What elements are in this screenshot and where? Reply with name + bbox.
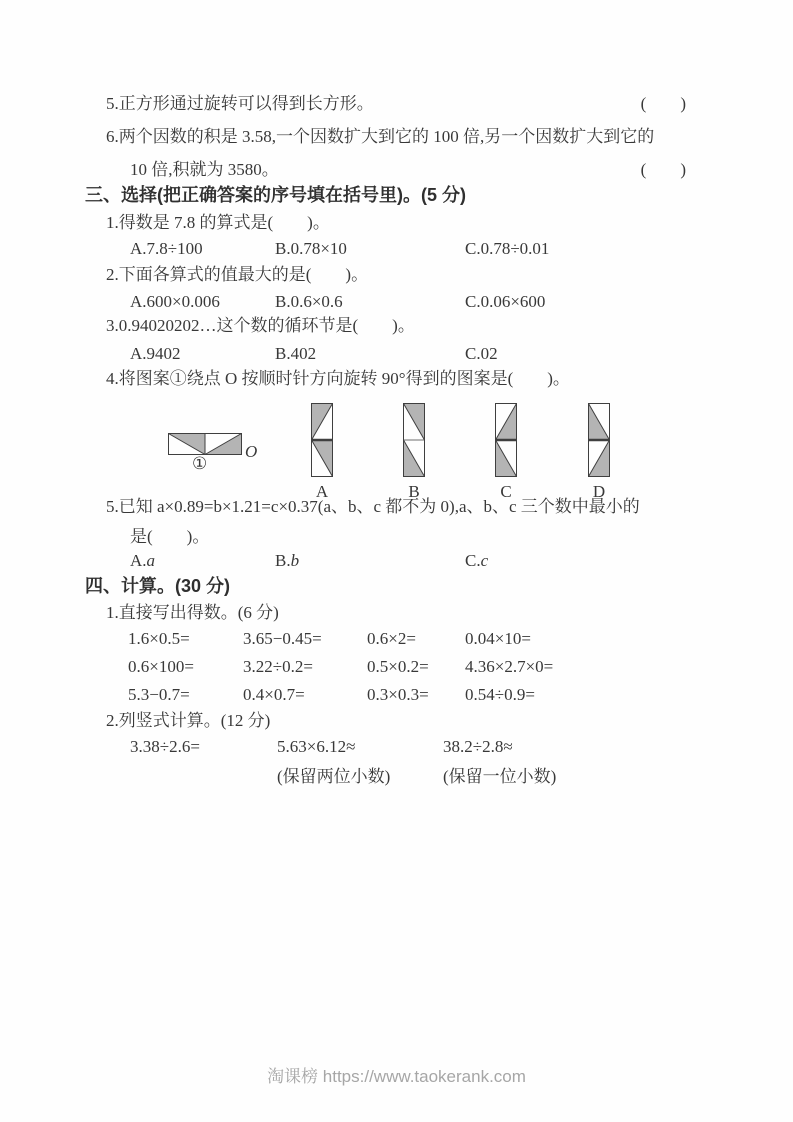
figure-option-d-shape-icon [588,403,610,477]
choice-q2-options [130,293,753,310]
choice-q5-option-a-var: a [146,551,156,570]
calc-expr: 1.6×0.5= [128,629,190,648]
figure-option-d [588,403,610,500]
figure-point-o-label: O [245,442,258,461]
figure-original [168,433,258,473]
judge-item-5-answer-bracket: ( ) [640,94,686,113]
choice-q2-option-a: A.600×0.006 [130,292,220,311]
section-calc-title: 四、计算。(30 分) [85,576,231,596]
figure-option-c [495,403,517,500]
calc-expr: 0.54÷0.9= [465,685,535,704]
calc-expr: 0.3×0.3= [367,685,429,704]
section-choice-title: 三、选择(把正确答案的序号填在括号里)。(5 分) [85,185,466,205]
judge-item-5 [0,95,793,112]
figure-option-c-shape-icon [495,403,517,477]
calc-vertical-item-3 [443,738,753,785]
choice-q3-options [130,345,753,362]
figure-original-shape-icon [168,433,242,455]
choice-q2-stem: 2.下面各算式的值最大的是( )。 [106,265,369,284]
calc-expr: 3.65−0.45= [243,629,322,648]
footer-watermark: 淘课榜 https://www.taokerank.com [267,1067,526,1086]
figure-option-a [311,403,333,500]
figure-circle-1-label: ① [192,454,208,473]
calc-vertical-expr: 38.2÷2.8≈ [443,737,513,756]
calc-direct-grid [128,630,753,703]
figure-option-d-label: D [592,482,606,501]
calc-vertical-expr: 3.38÷2.6= [130,737,200,756]
choice-q4-figure-row [0,393,793,501]
choice-q1-options [130,240,753,257]
choice-q4-stem: 4.将图案①绕点 O 按顺时针方向旋转 90°得到的图案是( )。 [106,369,570,388]
choice-q3-stem: 3.0.94020202…这个数的循环节是( )。 [106,316,415,335]
calc-expr: 3.22÷0.2= [243,657,313,676]
choice-q5-option-c-var: c [480,551,489,570]
judge-item-6-line1: 6.两个因数的积是 3.58,一个因数扩大到它的 100 倍,另一个因数扩大到它的 [106,127,655,146]
judge-item-6-answer-bracket: ( ) [640,160,686,179]
figure-option-a-label: A [315,482,329,501]
calc-expr: 0.6×100= [128,657,194,676]
calc-vertical-item-1 [130,738,277,785]
choice-q1-option-a: A.7.8÷100 [130,239,203,258]
choice-q1-option-b: B.0.78×10 [275,239,347,258]
choice-q5-option-a-letter: A. [130,551,147,570]
choice-q5-stem-line1: 5.已知 a×0.89=b×1.21=c×0.37(a、b、c 都不为 0),a、b、c 三个数中最小的 [106,497,640,516]
choice-q5-stem-line2: 是( )。 [130,527,210,546]
judge-item-6-line2 [0,161,793,178]
calc-expr: 0.04×10= [465,629,531,648]
calc-expr: 4.36×2.7×0= [465,657,554,676]
calc-vertical-grid [130,738,753,785]
calc-expr: 0.5×0.2= [367,657,429,676]
calc-direct-title: 1.直接写出得数。(6 分) [106,603,279,622]
calc-vertical-note: (保留一位小数) [443,767,557,786]
calc-expr: 0.4×0.7= [243,685,305,704]
judge-item-5-text: 5.正方形通过旋转可以得到长方形。 [106,94,374,113]
calc-vertical-title: 2.列竖式计算。(12 分) [106,711,271,730]
choice-q5-option-b-letter: B. [275,551,291,570]
calc-expr: 5.3−0.7= [128,685,190,704]
figure-option-c-label: C [500,482,512,501]
judge-item-6-line2-text: 10 倍,积就为 3580。 [130,160,279,179]
calc-vertical-note: (保留两位小数) [277,767,391,786]
choice-q1-stem: 1.得数是 7.8 的算式是( )。 [106,213,330,232]
choice-q3-option-b: B.402 [275,344,317,363]
figure-option-a-shape-icon [311,403,333,477]
choice-q5-options [130,552,753,569]
paper-content [0,95,793,785]
figure-option-b-label: B [408,482,420,501]
calc-vertical-item-2 [277,738,443,785]
choice-q2-option-c: C.0.06×600 [465,292,546,311]
choice-q5-option-b-var: b [290,551,300,570]
choice-q3-option-a: A.9402 [130,344,181,363]
calc-expr: 0.6×2= [367,629,416,648]
choice-q1-option-c: C.0.78÷0.01 [465,239,550,258]
choice-q5-option-a [130,552,275,569]
choice-q5-option-c-letter: C. [465,551,481,570]
figure-option-b-shape-icon [403,403,425,477]
choice-q5-option-b [275,552,465,569]
calc-vertical-expr: 5.63×6.12≈ [277,737,356,756]
figure-option-b [403,403,425,500]
choice-q2-option-b: B.0.6×0.6 [275,292,343,311]
choice-q3-option-c: C.02 [465,344,498,363]
choice-q5-option-c [465,552,753,569]
